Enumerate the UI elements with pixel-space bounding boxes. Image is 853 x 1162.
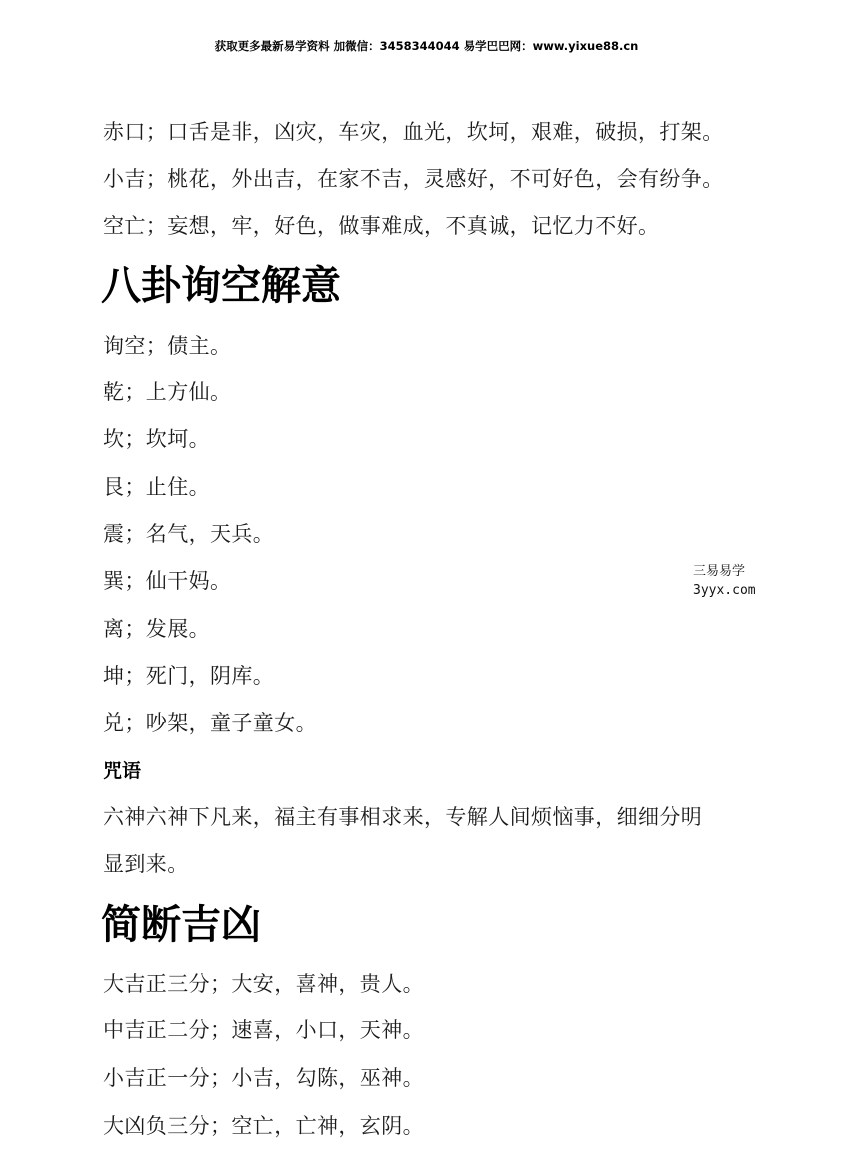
subsection-heading: 咒语 xyxy=(103,760,142,782)
header-banner: 获取更多最新易学资料 加微信：3458344044 易学巴巴网：www.yixue88.cn xyxy=(214,39,639,53)
text-line: 乾；上方仙。 xyxy=(103,380,232,404)
text-line: 兑；吵架，童子童女。 xyxy=(103,711,317,735)
text-line: 中吉正二分；速喜，小口，天神。 xyxy=(103,1018,424,1042)
text-line: 艮；止住。 xyxy=(103,475,210,499)
text-line: 大吉正三分；大安，喜神，贵人。 xyxy=(103,972,424,996)
watermark-title: 三易易学 xyxy=(693,564,746,579)
text-line: 离；发展。 xyxy=(103,617,210,641)
text-line: 小吉正一分；小吉，勾陈，巫神。 xyxy=(103,1066,424,1090)
watermark xyxy=(693,562,773,600)
text-line: 震；名气，天兵。 xyxy=(103,522,275,546)
text-line: 坤；死门，阴库。 xyxy=(103,664,275,688)
section-heading: 简断吉凶 xyxy=(101,902,261,948)
text-line: 赤口；口舌是非，凶灾，车灾，血光，坎坷，艰难，破损，打架。 xyxy=(103,120,724,144)
watermark-url: 3yyx.com xyxy=(693,583,756,598)
text-line: 坎；坎坷。 xyxy=(103,427,210,451)
text-line: 巽；仙干妈。 xyxy=(103,569,232,593)
section-heading: 八卦询空解意 xyxy=(101,263,341,309)
text-line: 询空；债主。 xyxy=(103,334,232,358)
text-line: 空亡；妄想，牢，好色，做事难成，不真诚，记忆力不好。 xyxy=(103,214,660,238)
text-line: 大凶负三分；空亡，亡神，玄阴。 xyxy=(103,1114,424,1138)
text-line: 显到来。 xyxy=(103,852,189,876)
text-line: 六神六神下凡来，福主有事相求来，专解人间烦恼事，细细分明 xyxy=(103,805,703,829)
text-line: 小吉；桃花，外出吉，在家不吉，灵感好，不可好色，会有纷争。 xyxy=(103,167,724,191)
